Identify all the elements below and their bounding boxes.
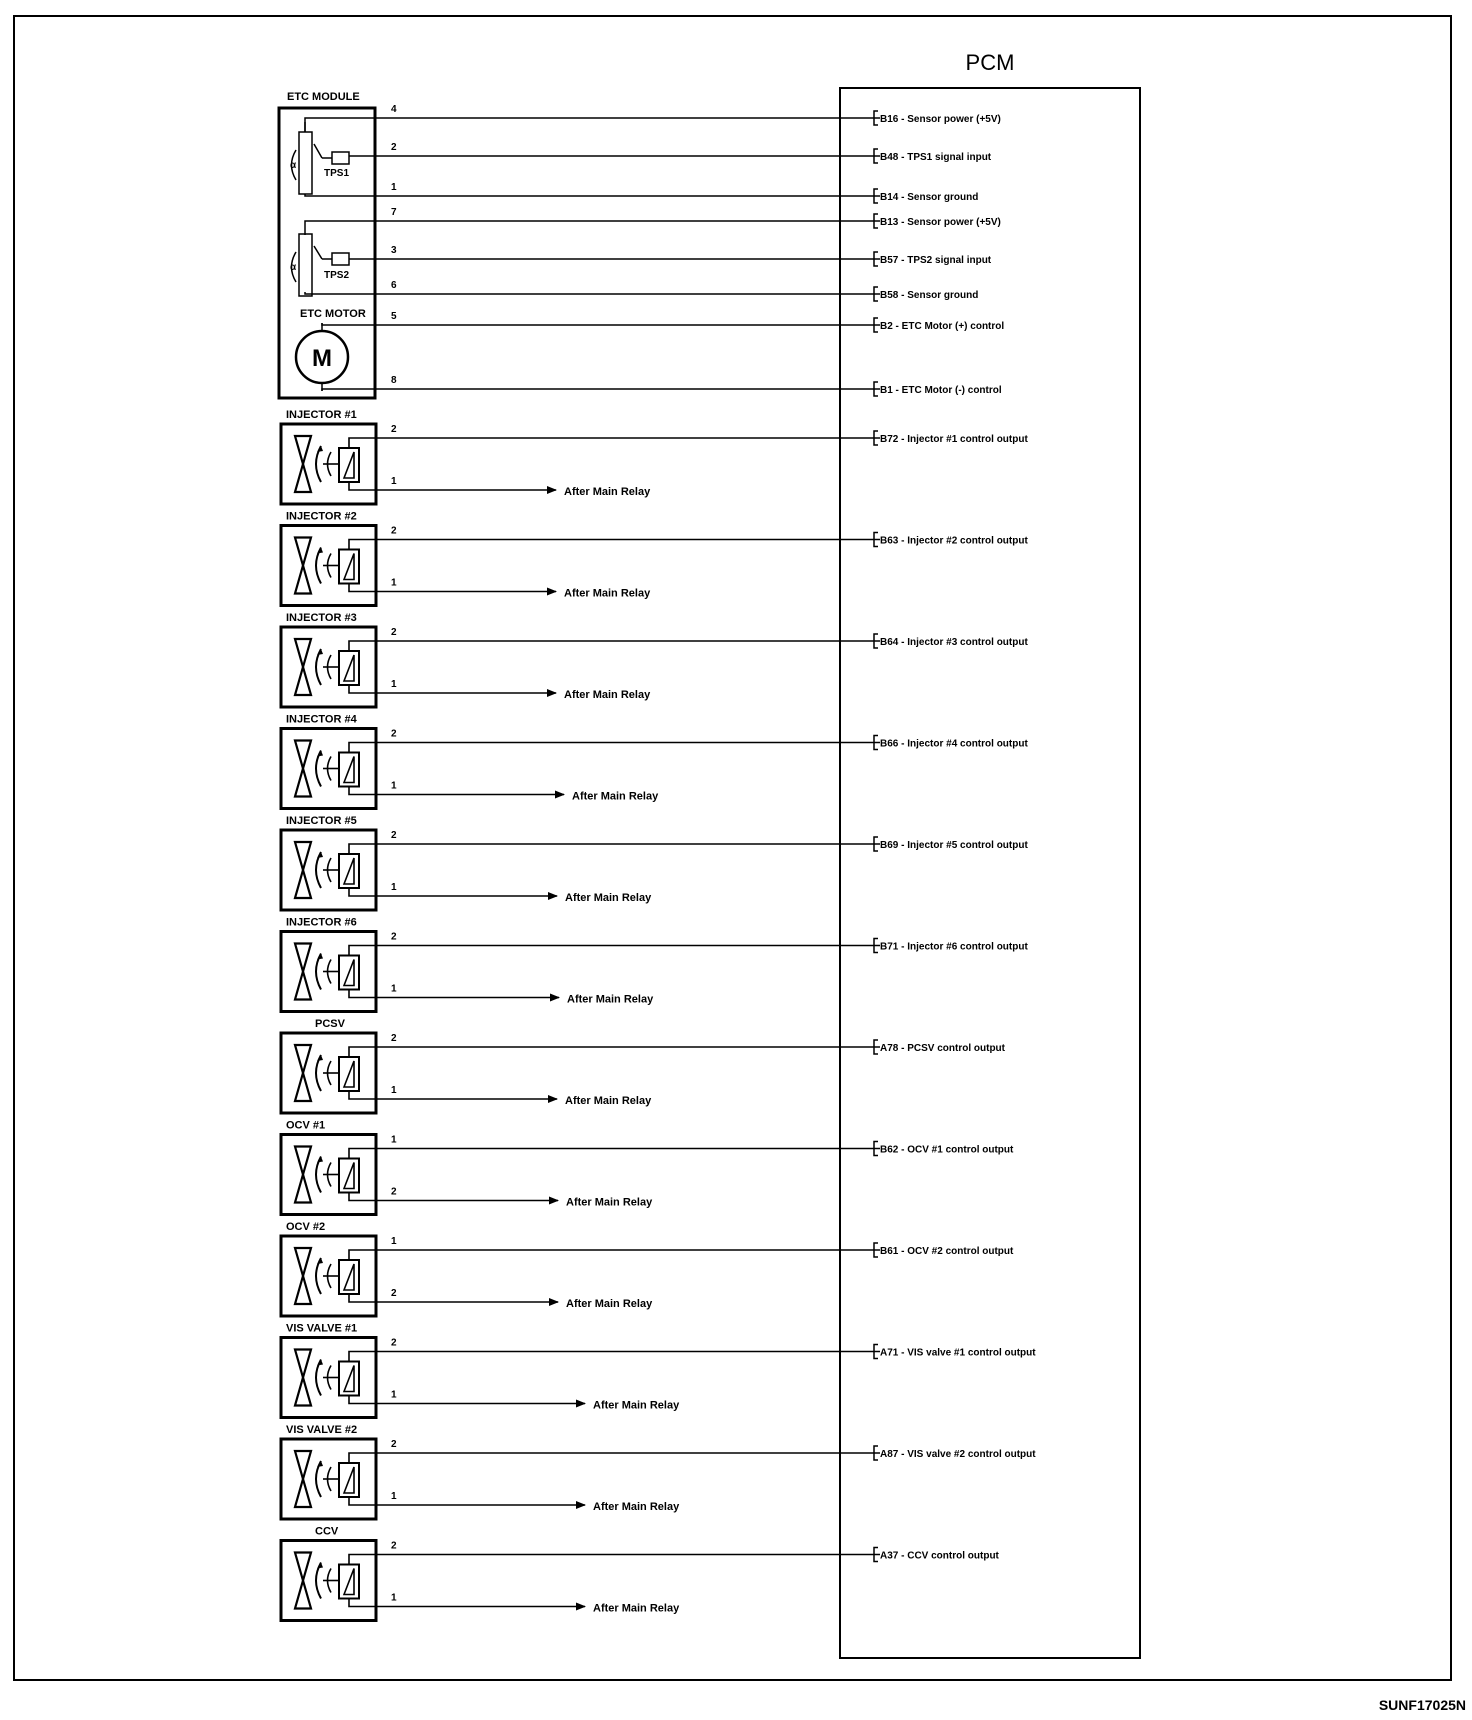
pin-number-bottom: 1	[391, 983, 397, 995]
solenoid-ocv-2	[281, 1221, 1014, 1316]
relay-label: After Main Relay	[564, 486, 651, 498]
pin-number-top: 1	[391, 1236, 397, 1247]
etc-pin-number: 5	[391, 311, 397, 322]
pcm-terminal-label: A71 - VIS valve #1 control output	[880, 1347, 1036, 1359]
etc-module	[279, 91, 1004, 398]
tps1-sensor	[290, 122, 349, 194]
etc-wire-3	[305, 182, 978, 203]
pcm-terminal-label: B62 - OCV #1 control output	[880, 1144, 1014, 1156]
relay-label: After Main Relay	[566, 1196, 653, 1209]
etc-wire-5	[349, 245, 992, 266]
etc-motor	[296, 308, 366, 391]
pin-number-top: 2	[391, 627, 397, 638]
valve-icon	[295, 1451, 311, 1479]
etc-wire-1	[305, 104, 1001, 132]
etc-wire-7	[322, 311, 1004, 332]
relay-label: After Main Relay	[566, 1298, 653, 1310]
valve-icon	[295, 436, 311, 464]
etc-pin-number: 6	[391, 280, 397, 291]
pin-number-bottom: 1	[391, 882, 397, 893]
valve-icon	[295, 538, 311, 566]
outer-frame	[14, 16, 1451, 1680]
pin-number-top: 2	[391, 1337, 397, 1349]
valve-icon	[295, 1045, 311, 1073]
relay-label: After Main Relay	[564, 689, 651, 701]
component-title: OCV #1	[286, 1119, 326, 1132]
component-title: VIS VALVE #1	[286, 1322, 358, 1335]
pin-number-bottom: 1	[391, 780, 397, 792]
pin-number-bottom: 1	[391, 1592, 397, 1604]
valve-icon	[295, 1350, 311, 1378]
component-title: INJECTOR #6	[286, 916, 357, 929]
solenoid-ocv-1	[281, 1120, 1014, 1215]
pin-number-bottom: 1	[391, 1491, 397, 1502]
pcm-terminal-label: B64 - Injector #3 control output	[880, 637, 1028, 648]
figure-code: SUNF17025N	[1378, 1697, 1466, 1713]
pcm-terminal-label: B63 - Injector #2 control output	[880, 535, 1028, 547]
pin-number-top: 1	[391, 1134, 397, 1146]
pin-number-top: 2	[391, 1439, 397, 1450]
pcm-terminal-label: B13 - Sensor power (+5V)	[880, 217, 1001, 228]
solenoid-vis-valve-2	[281, 1424, 1036, 1519]
valve-icon	[295, 1553, 311, 1581]
pcm-terminal-label: B14 - Sensor ground	[880, 192, 979, 203]
relay-label: After Main Relay	[593, 1399, 680, 1412]
valve-icon	[295, 741, 311, 769]
pin-number-top: 2	[391, 1540, 397, 1552]
pcm-terminal-label: A37 - CCV control output	[880, 1550, 999, 1562]
pin-number-bottom: 1	[391, 1389, 397, 1401]
valve-icon	[295, 944, 311, 972]
solenoid-components	[281, 409, 1036, 1621]
tps2-sensor	[290, 234, 349, 296]
solenoid-injector-6	[281, 917, 1028, 1012]
etc-pin-number: 1	[391, 182, 397, 193]
pcm-terminal-label: B2 - ETC Motor (+) control	[880, 321, 1005, 332]
component-title: INJECTOR #4	[286, 713, 357, 726]
valve-icon	[295, 1147, 311, 1175]
etc-wire-8	[322, 375, 1002, 396]
pin-number-top: 2	[391, 728, 397, 740]
component-title: PCSV	[315, 1018, 345, 1030]
component-title: VIS VALVE #2	[286, 1424, 358, 1436]
etc-pin-number: 2	[391, 142, 397, 153]
valve-icon	[295, 842, 311, 870]
motor-symbol: M	[312, 345, 332, 372]
relay-label: After Main Relay	[564, 587, 651, 600]
component-title: CCV	[315, 1525, 339, 1538]
relay-label: After Main Relay	[593, 1602, 680, 1615]
pin-number-bottom: 2	[391, 1288, 397, 1299]
pcm-terminal-label: B58 - Sensor ground	[880, 290, 979, 301]
pin-number-bottom: 1	[391, 577, 397, 589]
svg-text:α: α	[290, 262, 297, 273]
valve-icon	[295, 639, 311, 667]
relay-label: After Main Relay	[565, 1095, 652, 1107]
component-title: INJECTOR #1	[286, 409, 357, 421]
pcm-title: PCM	[965, 50, 1015, 75]
pin-number-top: 2	[391, 424, 397, 435]
solenoid-injector-2	[281, 511, 1028, 606]
etc-module-title: ETC MODULE	[287, 91, 360, 103]
solenoid-injector-3	[281, 612, 1028, 707]
pcm-terminal-label: A78 - PCSV control output	[880, 1043, 1005, 1054]
pin-number-bottom: 1	[391, 476, 397, 487]
pcm-terminal-label: B57 - TPS2 signal input	[880, 255, 992, 266]
pcm-terminal-label: B16 - Sensor power (+5V)	[880, 114, 1001, 125]
pin-number-bottom: 2	[391, 1186, 397, 1198]
solenoid-vis-valve-1	[281, 1323, 1036, 1418]
component-title: INJECTOR #3	[286, 612, 357, 624]
component-title: INJECTOR #2	[286, 510, 357, 523]
relay-label: After Main Relay	[593, 1501, 680, 1513]
etc-pin-number: 7	[391, 207, 397, 218]
pin-number-top: 2	[391, 1033, 397, 1044]
pcm-terminal-label: A87 - VIS valve #2 control output	[880, 1449, 1036, 1460]
pin-number-bottom: 1	[391, 1085, 397, 1096]
pcm-terminal-label: B72 - Injector #1 control output	[880, 434, 1028, 445]
relay-label: After Main Relay	[567, 993, 654, 1006]
pcm-terminal-label: B1 - ETC Motor (-) control	[880, 385, 1002, 396]
pin-number-bottom: 1	[391, 679, 397, 690]
component-title: INJECTOR #5	[286, 815, 357, 827]
relay-label: After Main Relay	[565, 892, 652, 904]
etc-wires	[305, 104, 1004, 396]
relay-label: After Main Relay	[572, 790, 659, 803]
solenoid-ccv	[281, 1526, 1000, 1621]
solenoid-injector-1	[281, 409, 1028, 504]
pin-number-top: 2	[391, 525, 397, 537]
solenoid-pcsv	[281, 1018, 1006, 1113]
valve-icon	[295, 1248, 311, 1276]
pin-number-top: 2	[391, 830, 397, 841]
etc-pin-number: 4	[391, 104, 397, 115]
svg-text:α: α	[290, 160, 297, 171]
solenoid-injector-4	[281, 714, 1028, 809]
pcm-terminal-label: B48 - TPS1 signal input	[880, 152, 992, 163]
etc-pin-number: 3	[391, 245, 397, 256]
pcm-terminal-label: B71 - Injector #6 control output	[880, 941, 1028, 953]
etc-wire-2	[349, 142, 992, 163]
solenoid-injector-5	[281, 815, 1028, 910]
pcm-terminal-label: B61 - OCV #2 control output	[880, 1246, 1014, 1257]
etc-pin-number: 8	[391, 375, 397, 386]
pin-number-top: 2	[391, 931, 397, 943]
pcm-terminal-label: B69 - Injector #5 control output	[880, 840, 1028, 851]
pcm-terminal-label: B66 - Injector #4 control output	[880, 738, 1028, 750]
component-title: OCV #2	[286, 1221, 326, 1233]
tps1-label: TPS1	[324, 168, 350, 179]
etc-motor-title: ETC MOTOR	[300, 308, 366, 320]
etc-wire-6	[305, 280, 978, 301]
etc-wire-4	[305, 207, 1001, 235]
tps2-label: TPS2	[324, 270, 350, 281]
